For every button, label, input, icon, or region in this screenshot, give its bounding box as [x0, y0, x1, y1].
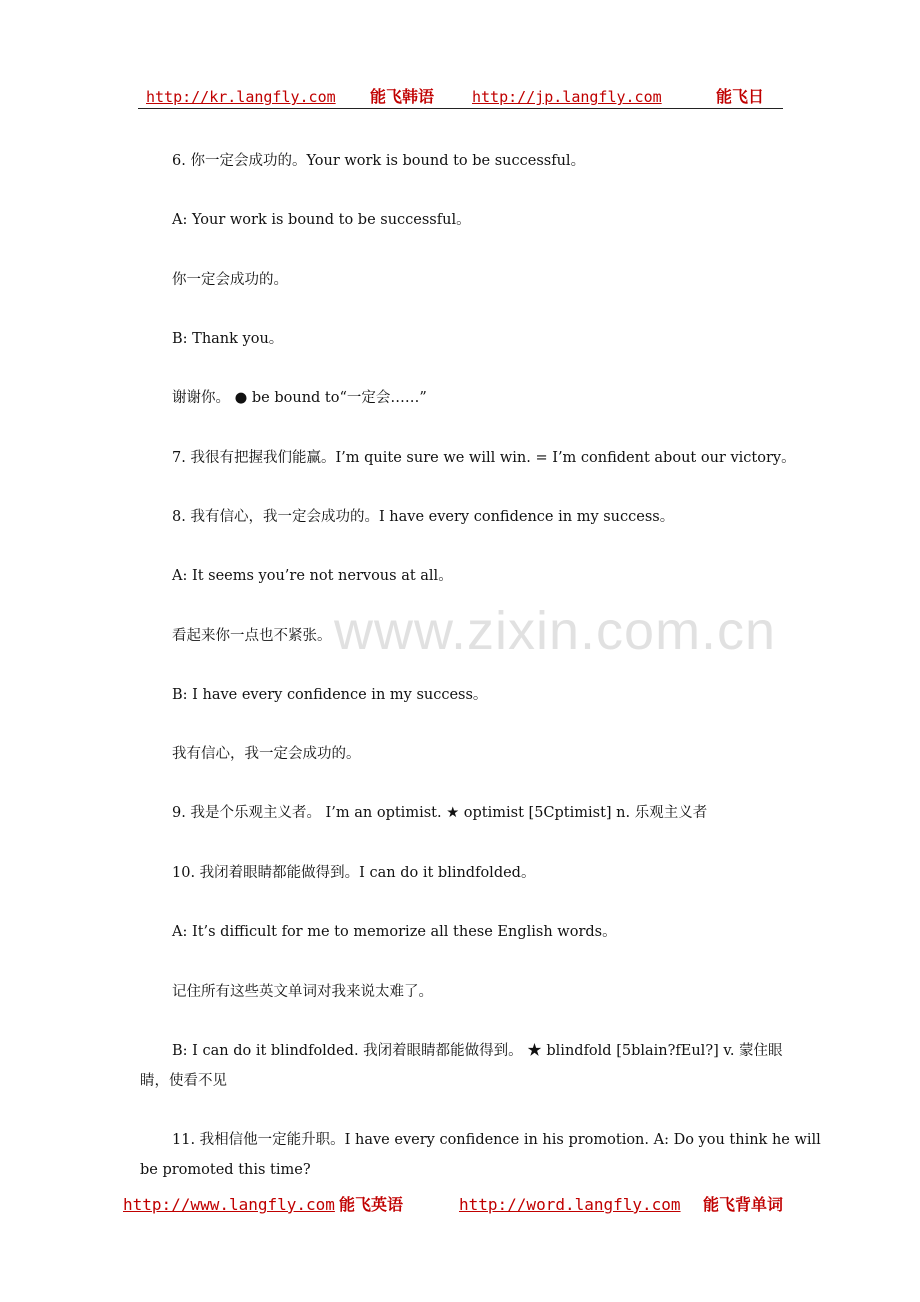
text-line: 10. 我闭着眼睛都能做得到。I can do it blindfolded。: [172, 865, 536, 881]
text-line: B: Thank you。: [172, 331, 284, 347]
text-line: 6. 你一定会成功的。Your work is bound to be successful。: [172, 153, 586, 169]
page-header: [138, 84, 783, 109]
text-line: 11. 我相信他一定能升职。I have every confidence in his promotion. A: Do you think he will: [172, 1132, 821, 1148]
text-line: 8. 我有信心，我一定会成功的。I have every confidence in my success。: [172, 509, 675, 525]
text-line: 谢谢你。 ● be bound to“一定会……”: [172, 390, 427, 406]
watermark: www.zixin.com.cn: [334, 601, 777, 661]
text-line: 看起来你一点也不紧张。: [172, 628, 332, 644]
text-line: 睛，使看不见: [140, 1073, 227, 1089]
header-link-jp[interactable]: http://jp.langfly.com: [472, 88, 662, 106]
text-line: 9. 我是个乐观主义者。 I’m an optimist. ★ optimist [5Cptimist] n. 乐观主义者: [172, 805, 708, 821]
text-line: A: It’s difficult for me to memorize all these English words。: [172, 924, 617, 940]
text-line: 我有信心，我一定会成功的。: [172, 746, 361, 762]
text-line: be promoted this time?: [140, 1162, 311, 1178]
page-footer: [0, 1193, 920, 1217]
footer-label-www: 能飞英语: [339, 1195, 404, 1214]
text-line: A: Your work is bound to be successful。: [172, 212, 471, 228]
text-line: 7. 我很有把握我们能赢。I’m quite sure we will win. = I’m confident about our victory。: [172, 450, 796, 466]
header-label-kr: 能飞韩语: [370, 87, 435, 106]
text-line: B: I have every confidence in my success。: [172, 687, 488, 703]
header-label-jp: 能飞日: [716, 87, 765, 106]
text-line: 记住所有这些英文单词对我来说太难了。: [172, 984, 433, 1000]
text-line: A: It seems you’re not nervous at all。: [172, 568, 453, 584]
header-link-kr[interactable]: http://kr.langfly.com: [146, 88, 336, 106]
text-line: B: I can do it blindfolded. 我闭着眼睛都能做得到。 ★ blindfold [5blain?fEul?] v. 蒙住眼: [172, 1043, 783, 1059]
footer-link-word[interactable]: http://word.langfly.com: [459, 1195, 681, 1214]
text-line: 你一定会成功的。: [172, 272, 288, 288]
footer-label-word: 能飞背单词: [703, 1195, 784, 1214]
footer-link-www[interactable]: http://www.langfly.com: [123, 1195, 335, 1214]
